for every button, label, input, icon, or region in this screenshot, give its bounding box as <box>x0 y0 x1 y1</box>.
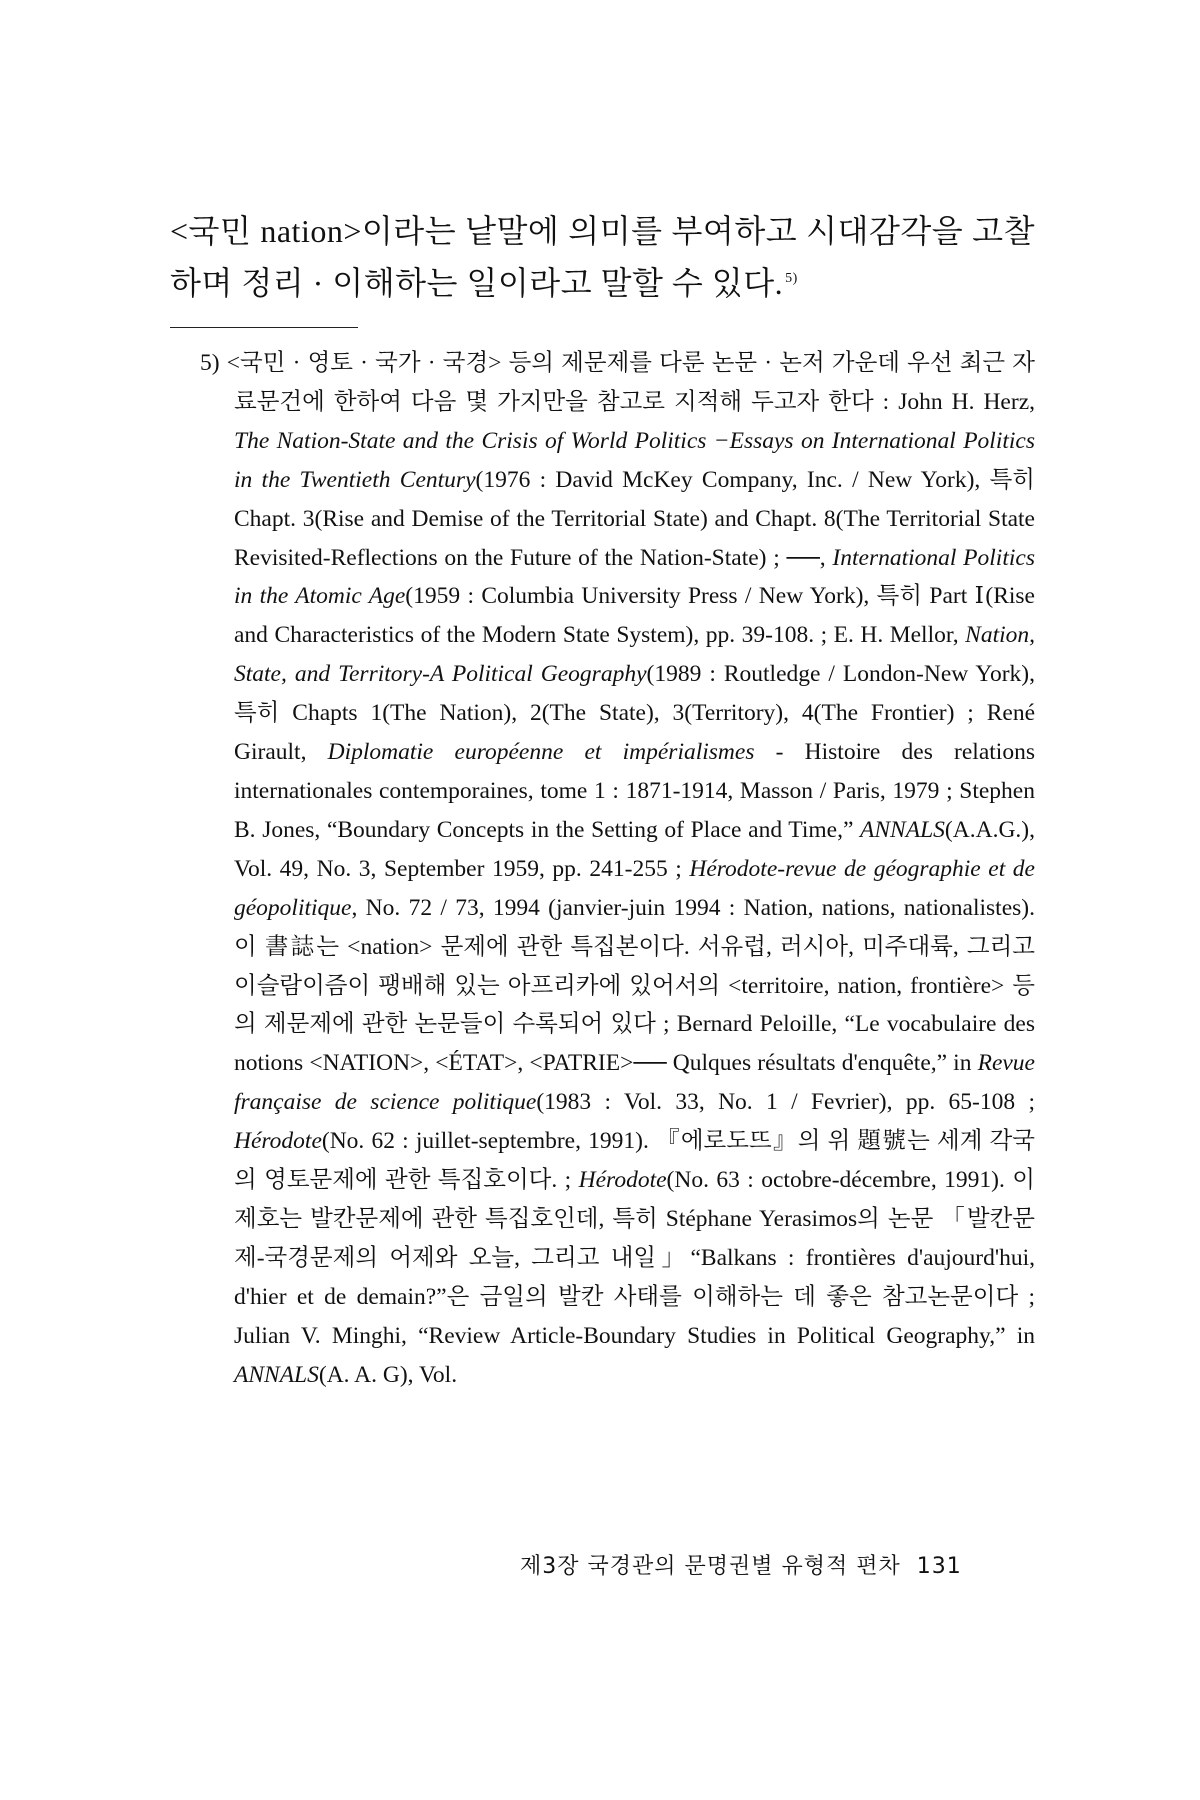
ft-seg: (1983 : Vol. 33, No. 1 / Fevrier), pp. 65-108 ; <box>536 1089 1035 1116</box>
ft-seg: (No. 63 : octobre-décembre, 1991). 이 제호는 발칸문제에 관한 특집호인데, 특히 Stéphane Yerasimos의 논문 「발칸문제-국경문제의 어제와 오늘, 그리고 내일」“Balkans : frontières d'aujourd'hui, d'hier et de demain?”은 금일의 발칸 사태를 이해하는 데 좋은 참고논문이다 ; Julian V. Minghi, “Review Article-Boundary Studies in Political Geography,” in <box>234 1167 1035 1349</box>
ft-seg: ANNALS <box>860 816 945 843</box>
footnote-number: 5) <box>200 350 220 376</box>
paragraph-text: <국민 nation>이라는 낱말에 의미를 부여하고 시대감각을 고찰하며 정리 · 이해하는 일이라고 말할 수 있다. <box>170 213 1035 301</box>
running-footer <box>520 1552 1040 1582</box>
ft-seg: (1976 : David McKey Company, Inc. / New York), 특히 Chapt. 3(Rise and Demise of the Territorial State) and Chapt. 8(The Territorial State Revisited-Reflections on the Future of the Nation-State) ; ──, <box>234 466 1035 571</box>
body-paragraph <box>170 205 1035 309</box>
ft-seg: Nation, State, and Territory-A Political Geography <box>234 622 1035 688</box>
ft-seg: Diplomatie européenne et impérialismes <box>327 739 755 766</box>
footnote-body <box>200 344 1035 1394</box>
ft-seg: - Histoire des relations internationales contemporaines, tome 1 : 1871-1914, Masson / Paris, 1979 ; Stephen B. Jones, “Boundary Concepts in the Setting of Place and Time,” <box>234 739 1035 843</box>
ft-seg: Hérodote <box>578 1167 667 1194</box>
page-number: 131 <box>916 1554 962 1579</box>
chapter-title: 제3장 국경관의 문명권별 유형적 편차 <box>520 1554 901 1579</box>
ft-seg: The Nation-State and the Crisis of World Politics −Essays on International Politics in the Twentieth Century <box>234 427 1035 493</box>
ft-seg: <국민 · 영토 · 국가 · 국경> 등의 제문제를 다룬 논문 · 논저 가운데 우선 최근 자료문건에 한하여 다음 몇 가지만을 참고로 지적해 두고자 한다 : John H. Herz, <box>226 350 1036 415</box>
ft-seg: International Politics in the Atomic Age <box>234 544 1035 610</box>
ft-seg: Hérodote-revue de géographie et de géopolitique <box>234 855 1035 921</box>
ft-seg: (1989 : Routledge / London-New York), 특히 Chapts 1(The Nation), 2(The State), 3(Territory), 4(The Frontier) ; René Girault, <box>234 661 1035 766</box>
ft-seg: (No. 62 : juillet-septembre, 1991). 『에로도뜨』의 위 題號는 세계 각국의 영토문제에 관한 특집호이다. ; <box>234 1128 1035 1194</box>
ft-seg: (A.A.G.), Vol. 49, No. 3, September 1959, pp. 241-255 ; <box>234 816 1035 882</box>
footnote-divider <box>170 327 358 328</box>
ft-seg: (1959 : Columbia University Press / New York), 특히 Part Ⅰ(Rise and Characteristics of the Modern State System), pp. 39-108. ; E. H. Mellor, <box>234 583 1035 649</box>
ft-seg: ANNALS <box>234 1361 319 1388</box>
ft-seg: , No. 72 / 73, 1994 (janvier-juin 1994 : Nation, nations, nationalistes). 이 書誌는 <nation> 문제에 관한 특집본이다. 서유럽, 러시아, 미주대륙, 그리고 이슬람이즘이 팽배해 있는 아프리카에 있어서의 <territoire, nation, frontière> 등의 제문제에 관한 논문들이 수록되어 있다 ; Bernard Peloille, “Le vocabulaire des notions <NATION>, <ÉTAT>, <PATRIE>── Qulques résultats d'enquête,” in <box>234 894 1035 1077</box>
ft-seg: Revue française de science politique <box>234 1050 1035 1116</box>
footnote-reference[interactable]: 5) <box>785 271 798 287</box>
ft-seg: Hérodote <box>234 1128 322 1155</box>
footnote <box>200 344 1035 1394</box>
ft-seg: (A. A. G), Vol. <box>318 1361 458 1388</box>
